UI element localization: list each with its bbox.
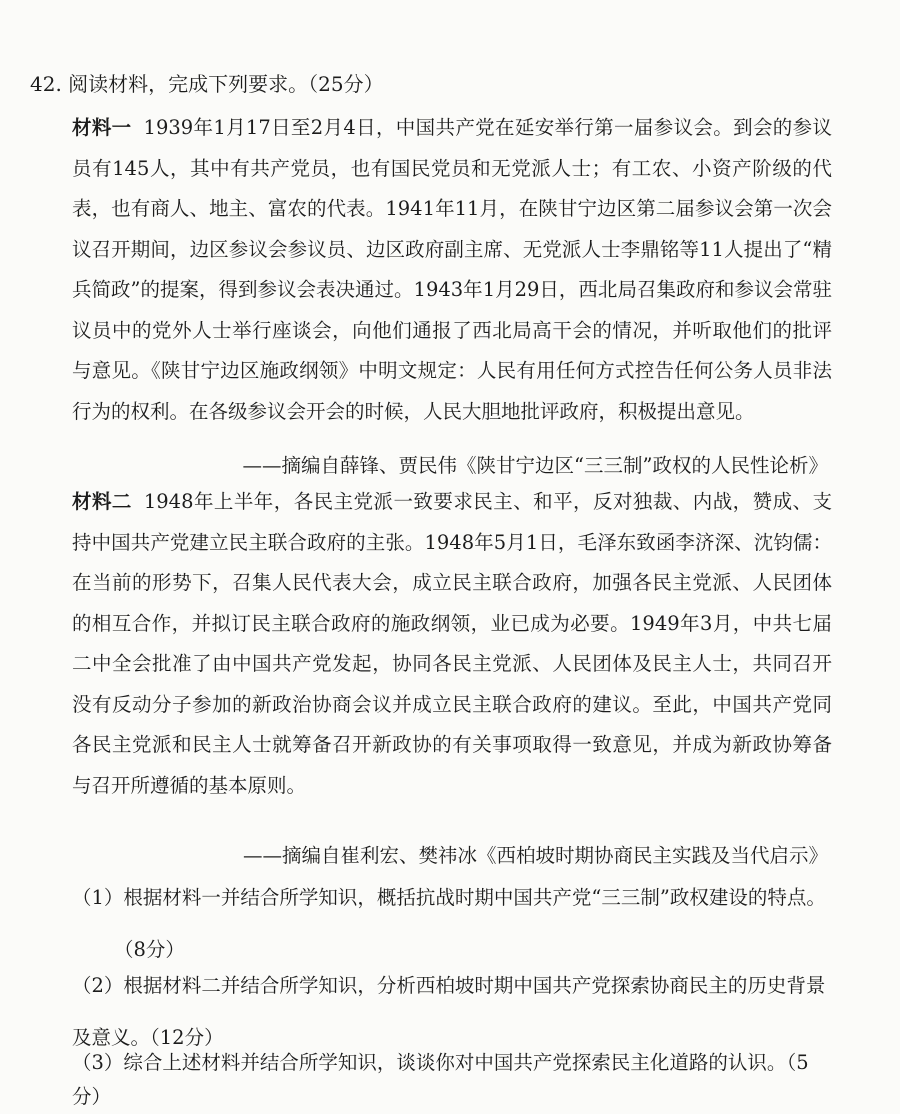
- question-title: [30, 68, 384, 97]
- material-one: [72, 108, 832, 432]
- sub-question-3: [72, 1046, 832, 1114]
- sub-question-2-number: （2）: [72, 974, 124, 997]
- sub-question-1-number: （1）: [72, 886, 124, 909]
- sub-question-1-text: 根据材料一并结合所学知识，概括抗战时期中国共产党“三三制”政权建设的特点。: [123, 886, 826, 909]
- sub-question-2-score: （12分）: [150, 1026, 224, 1049]
- material-one-label: 材料一: [72, 116, 132, 139]
- material-one-source: ——摘编自薛锋、贾民伟《陕甘宁边区“三三制”政权的人民性论析》: [242, 454, 828, 477]
- material-two-source: ——摘编自崔利宏、樊祎冰《西柏坡时期协商民主实践及当代启示》: [242, 844, 828, 867]
- question-number: 42.: [30, 72, 62, 96]
- question-instruction: 阅读材料，完成下列要求。（25分）: [68, 72, 384, 96]
- material-two-text: 1948年上半年，各民主党派一致要求民主、和平，反对独裁、内战，赞成、支持中国共产党建立民主联合政府的主张。1948年5月1日，毛泽东致函李济深、沈钧儒：在当前的形势下，召集人民代表大会，成立民主联合政府，加强各民主党派、人民团体的相互合作，并拟订民主联合政府的施政纲领，业已成为必要。1949年3月，中共七届二中全会批准了由中国共产党发起，协同各民主党派、人民团体及民主人士，共同召开没有反动分子参加的新政治协商会议并成立民主联合政府的建议。至此，中国共产党同各民主党派和民主人士就筹备召开新政协的有关事项取得一致意见，并成为新政协筹备与召开所遵循的基本原则。: [72, 490, 832, 797]
- sub-question-1-score: （8分）: [114, 938, 185, 961]
- sub-question-2-text: 根据材料二并结合所学知识，分析西柏坡时期中国共产党探索协商民主的历史背景及意义。: [72, 974, 826, 1049]
- sub-question-3-score: （5分）: [72, 1051, 809, 1108]
- sub-question-3-text: 综合上述材料并结合所学知识，谈谈你对中国共产党探索民主化道路的认识。: [123, 1051, 787, 1074]
- material-one-text: 1939年1月17日至2月4日，中国共产党在延安举行第一届参议会。到会的参议员有145人，其中有共产党员，也有国民党员和无党派人士；有工农、小资产阶级的代表，也有商人、地主、富农的代表。1941年11月，在陕甘宁边区第二届参议会第一次会议召开期间，边区参议会参议员、边区政府副主席、无党派人士李鼎铭等11人提出了“精兵简政”的提案，得到参议会表决通过。1943年1月29日，西北局召集政府和参议会常驻议员中的党外人士举行座谈会，向他们通报了西北局高干会的情况，并听取他们的批评与意见。《陕甘宁边区施政纲领》中明文规定：人民有用任何方式控告任何公务人员非法行为的权利。在各级参议会开会的时候，人民大胆地批评政府，积极提出意见。: [72, 116, 832, 423]
- material-two-label: 材料二: [72, 490, 132, 513]
- sub-question-3-number: （3）: [72, 1051, 124, 1074]
- material-two: [72, 482, 832, 806]
